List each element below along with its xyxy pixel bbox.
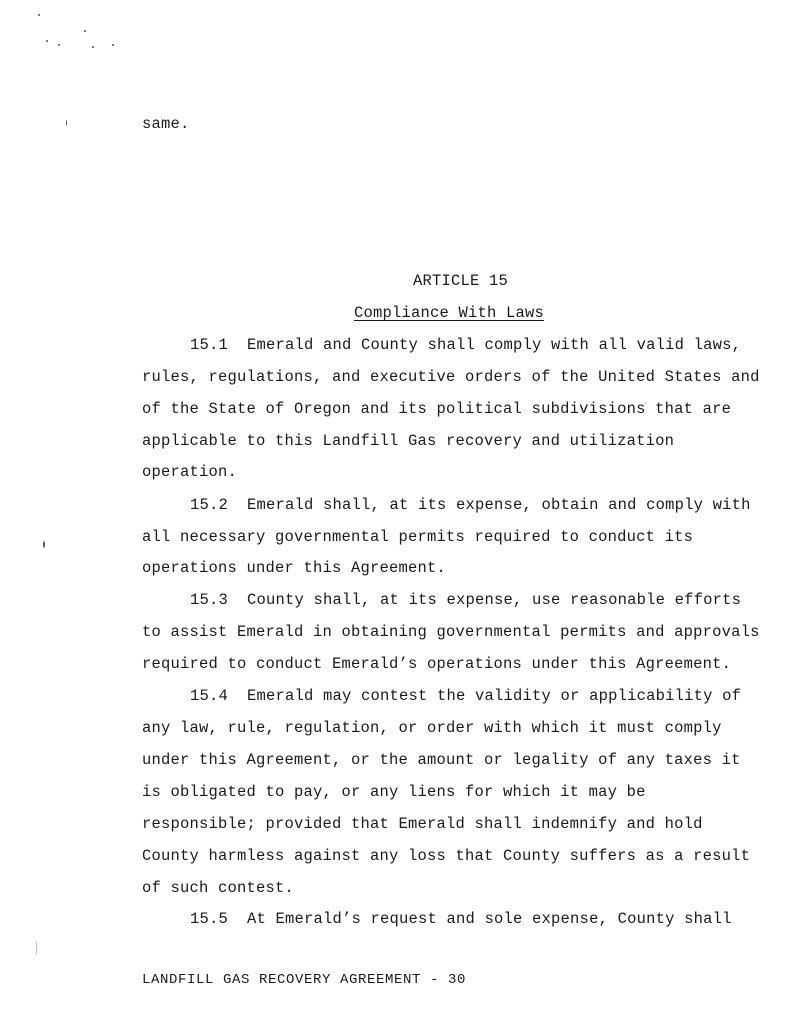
section-15-2-line: all necessary governmental permits required to conduct its: [142, 528, 694, 546]
continuation-text: same.: [142, 115, 190, 133]
article-title: ARTICLE 15: [413, 272, 509, 290]
section-15-1-line: rules, regulations, and executive orders of the United States and: [142, 368, 760, 386]
section-15-4-line: under this Agreement, or the amount or legality of any taxes it: [142, 751, 741, 769]
section-15-4-line: any law, rule, regulation, or order with which it must comply: [142, 719, 722, 737]
scan-speck: [58, 44, 60, 46]
section-15-5-line: 15.5 At Emerald’s request and sole expense, County shall: [190, 910, 732, 928]
scan-speck: [43, 541, 45, 548]
section-15-4-line: is obligated to pay, or any liens for which it may be: [142, 783, 646, 801]
article-subtitle: Compliance With Laws: [354, 304, 545, 322]
section-15-4-line: 15.4 Emerald may contest the validity or applicability of: [190, 687, 742, 705]
scan-speck: [84, 30, 86, 32]
section-15-4-line: responsible; provided that Emerald shall indemnify and hold: [142, 815, 703, 833]
scan-speck: [38, 14, 40, 16]
scan-speck: [66, 120, 67, 126]
scan-speck: [112, 44, 114, 46]
section-15-3-line: required to conduct Emerald’s operations under this Agreement.: [142, 655, 732, 673]
section-15-4-line: County harmless against any loss that County suffers as a result: [142, 847, 751, 865]
section-15-2-line: 15.2 Emerald shall, at its expense, obtain and comply with: [190, 496, 751, 514]
section-15-1-line: 15.1 Emerald and County shall comply with all valid laws,: [190, 336, 742, 354]
scan-speck: [46, 40, 48, 42]
scan-speck: [36, 940, 37, 956]
section-15-4-line: of such contest.: [142, 879, 295, 897]
section-15-1-line: of the State of Oregon and its political subdivisions that are: [142, 400, 732, 418]
section-15-3-line: 15.3 County shall, at its expense, use reasonable efforts: [190, 591, 742, 609]
page-footer: LANDFILL GAS RECOVERY AGREEMENT - 30: [142, 972, 467, 988]
section-15-2-line: operations under this Agreement.: [142, 559, 447, 577]
scan-speck: [92, 46, 94, 48]
section-15-1-line: operation.: [142, 463, 238, 481]
section-15-3-line: to assist Emerald in obtaining governmental permits and approvals: [142, 623, 760, 641]
section-15-1-line: applicable to this Landfill Gas recovery and utilization: [142, 432, 675, 450]
